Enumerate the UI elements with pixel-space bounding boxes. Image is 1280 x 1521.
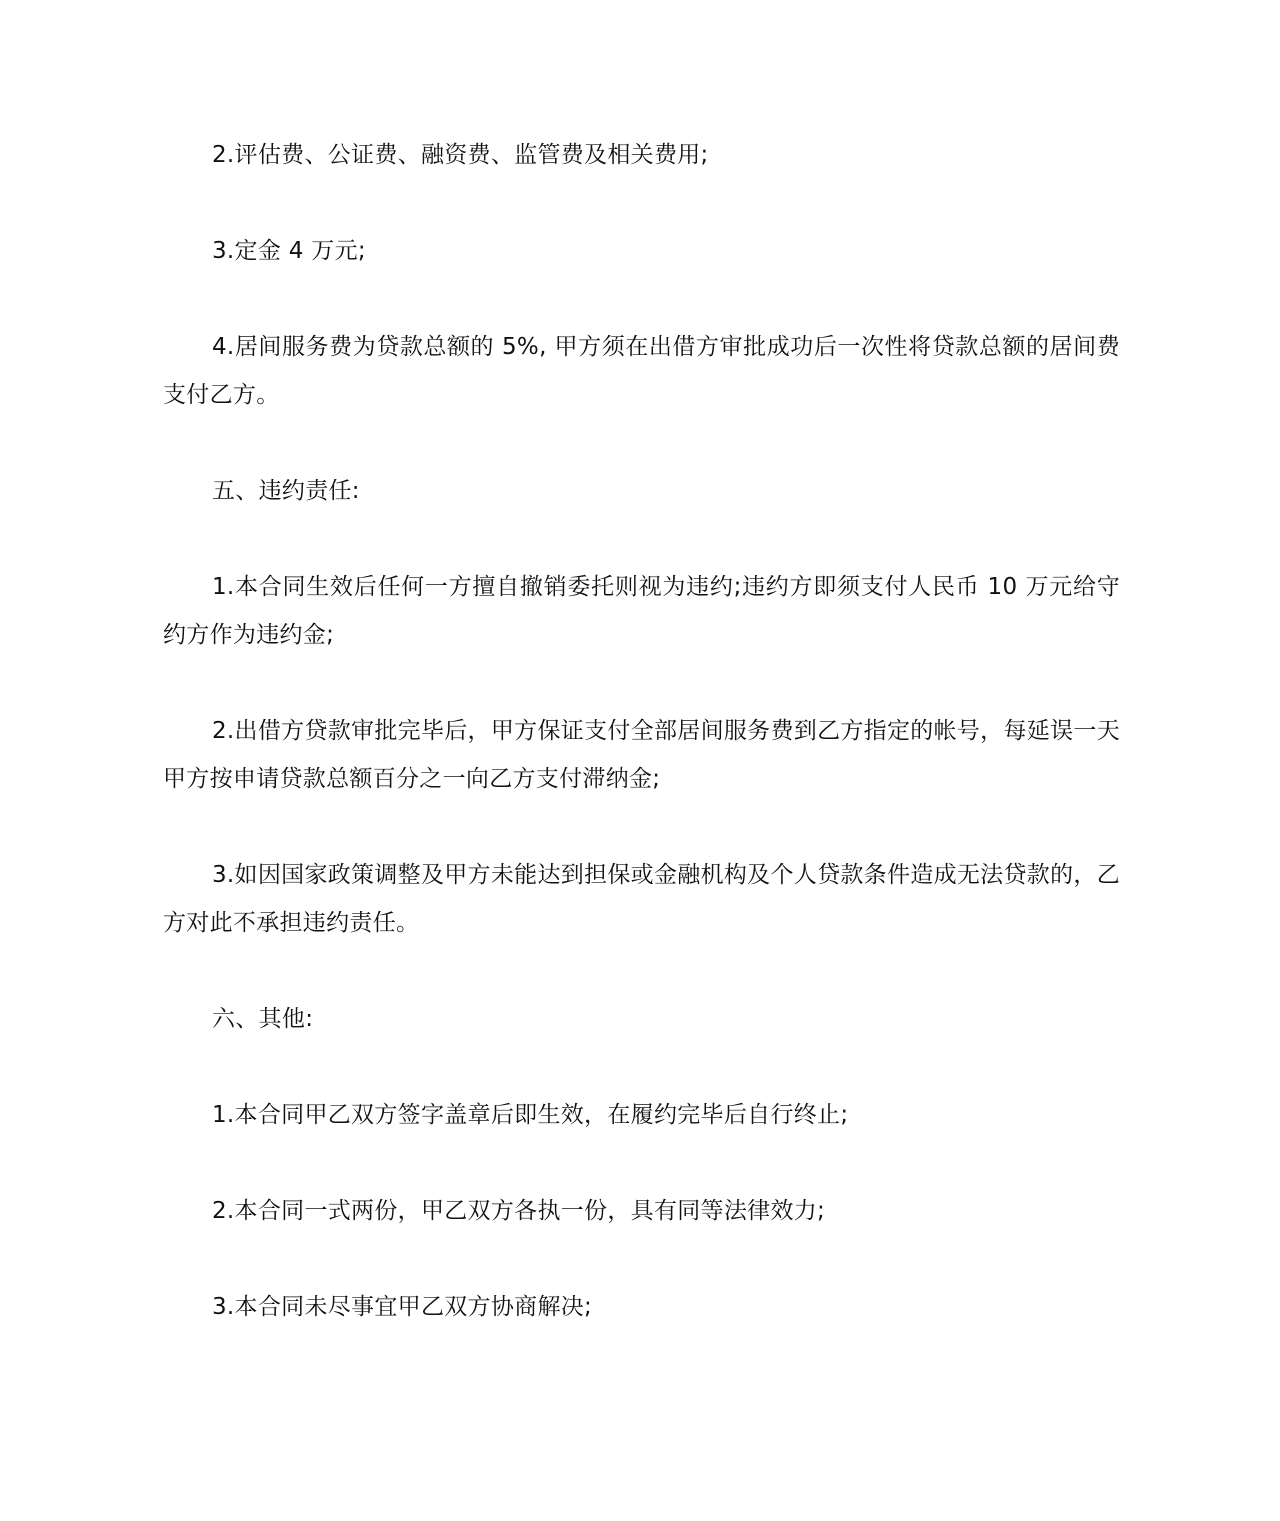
breach-item-1: 1.本合同生效后任何一方擅自撤销委托则视为违约;违约方即须支付人民币 10 万元给守约方作为违约金; <box>163 574 1120 648</box>
fee-item-2: 2.评估费、公证费、融资费、监管费及相关费用; <box>212 142 709 168</box>
other-item-1: 1.本合同甲乙双方签字盖章后即生效，在履约完毕后自行终止; <box>212 1102 849 1128</box>
section-heading-other: 六、其他: <box>212 1006 314 1032</box>
other-item-2: 2.本合同一式两份，甲乙双方各执一份，具有同等法律效力; <box>212 1198 826 1224</box>
breach-item-2: 2.出借方贷款审批完毕后，甲方保证支付全部居间服务费到乙方指定的帐号，每延误一天甲方按申请贷款总额百分之一向乙方支付滞纳金; <box>163 718 1120 792</box>
fee-item-3: 3.定金 4 万元; <box>212 238 366 264</box>
breach-item-3: 3.如因国家政策调整及甲方未能达到担保或金融机构及个人贷款条件造成无法贷款的，乙方对此不承担违约责任。 <box>163 862 1120 936</box>
document-body <box>163 131 1120 1379</box>
fee-item-4: 4.居间服务费为贷款总额的 5%, 甲方须在出借方审批成功后一次性将贷款总额的居间费支付乙方。 <box>163 334 1120 408</box>
section-heading-breach: 五、违约责任: <box>212 478 360 504</box>
other-item-3: 3.本合同未尽事宜甲乙双方协商解决; <box>212 1294 593 1320</box>
